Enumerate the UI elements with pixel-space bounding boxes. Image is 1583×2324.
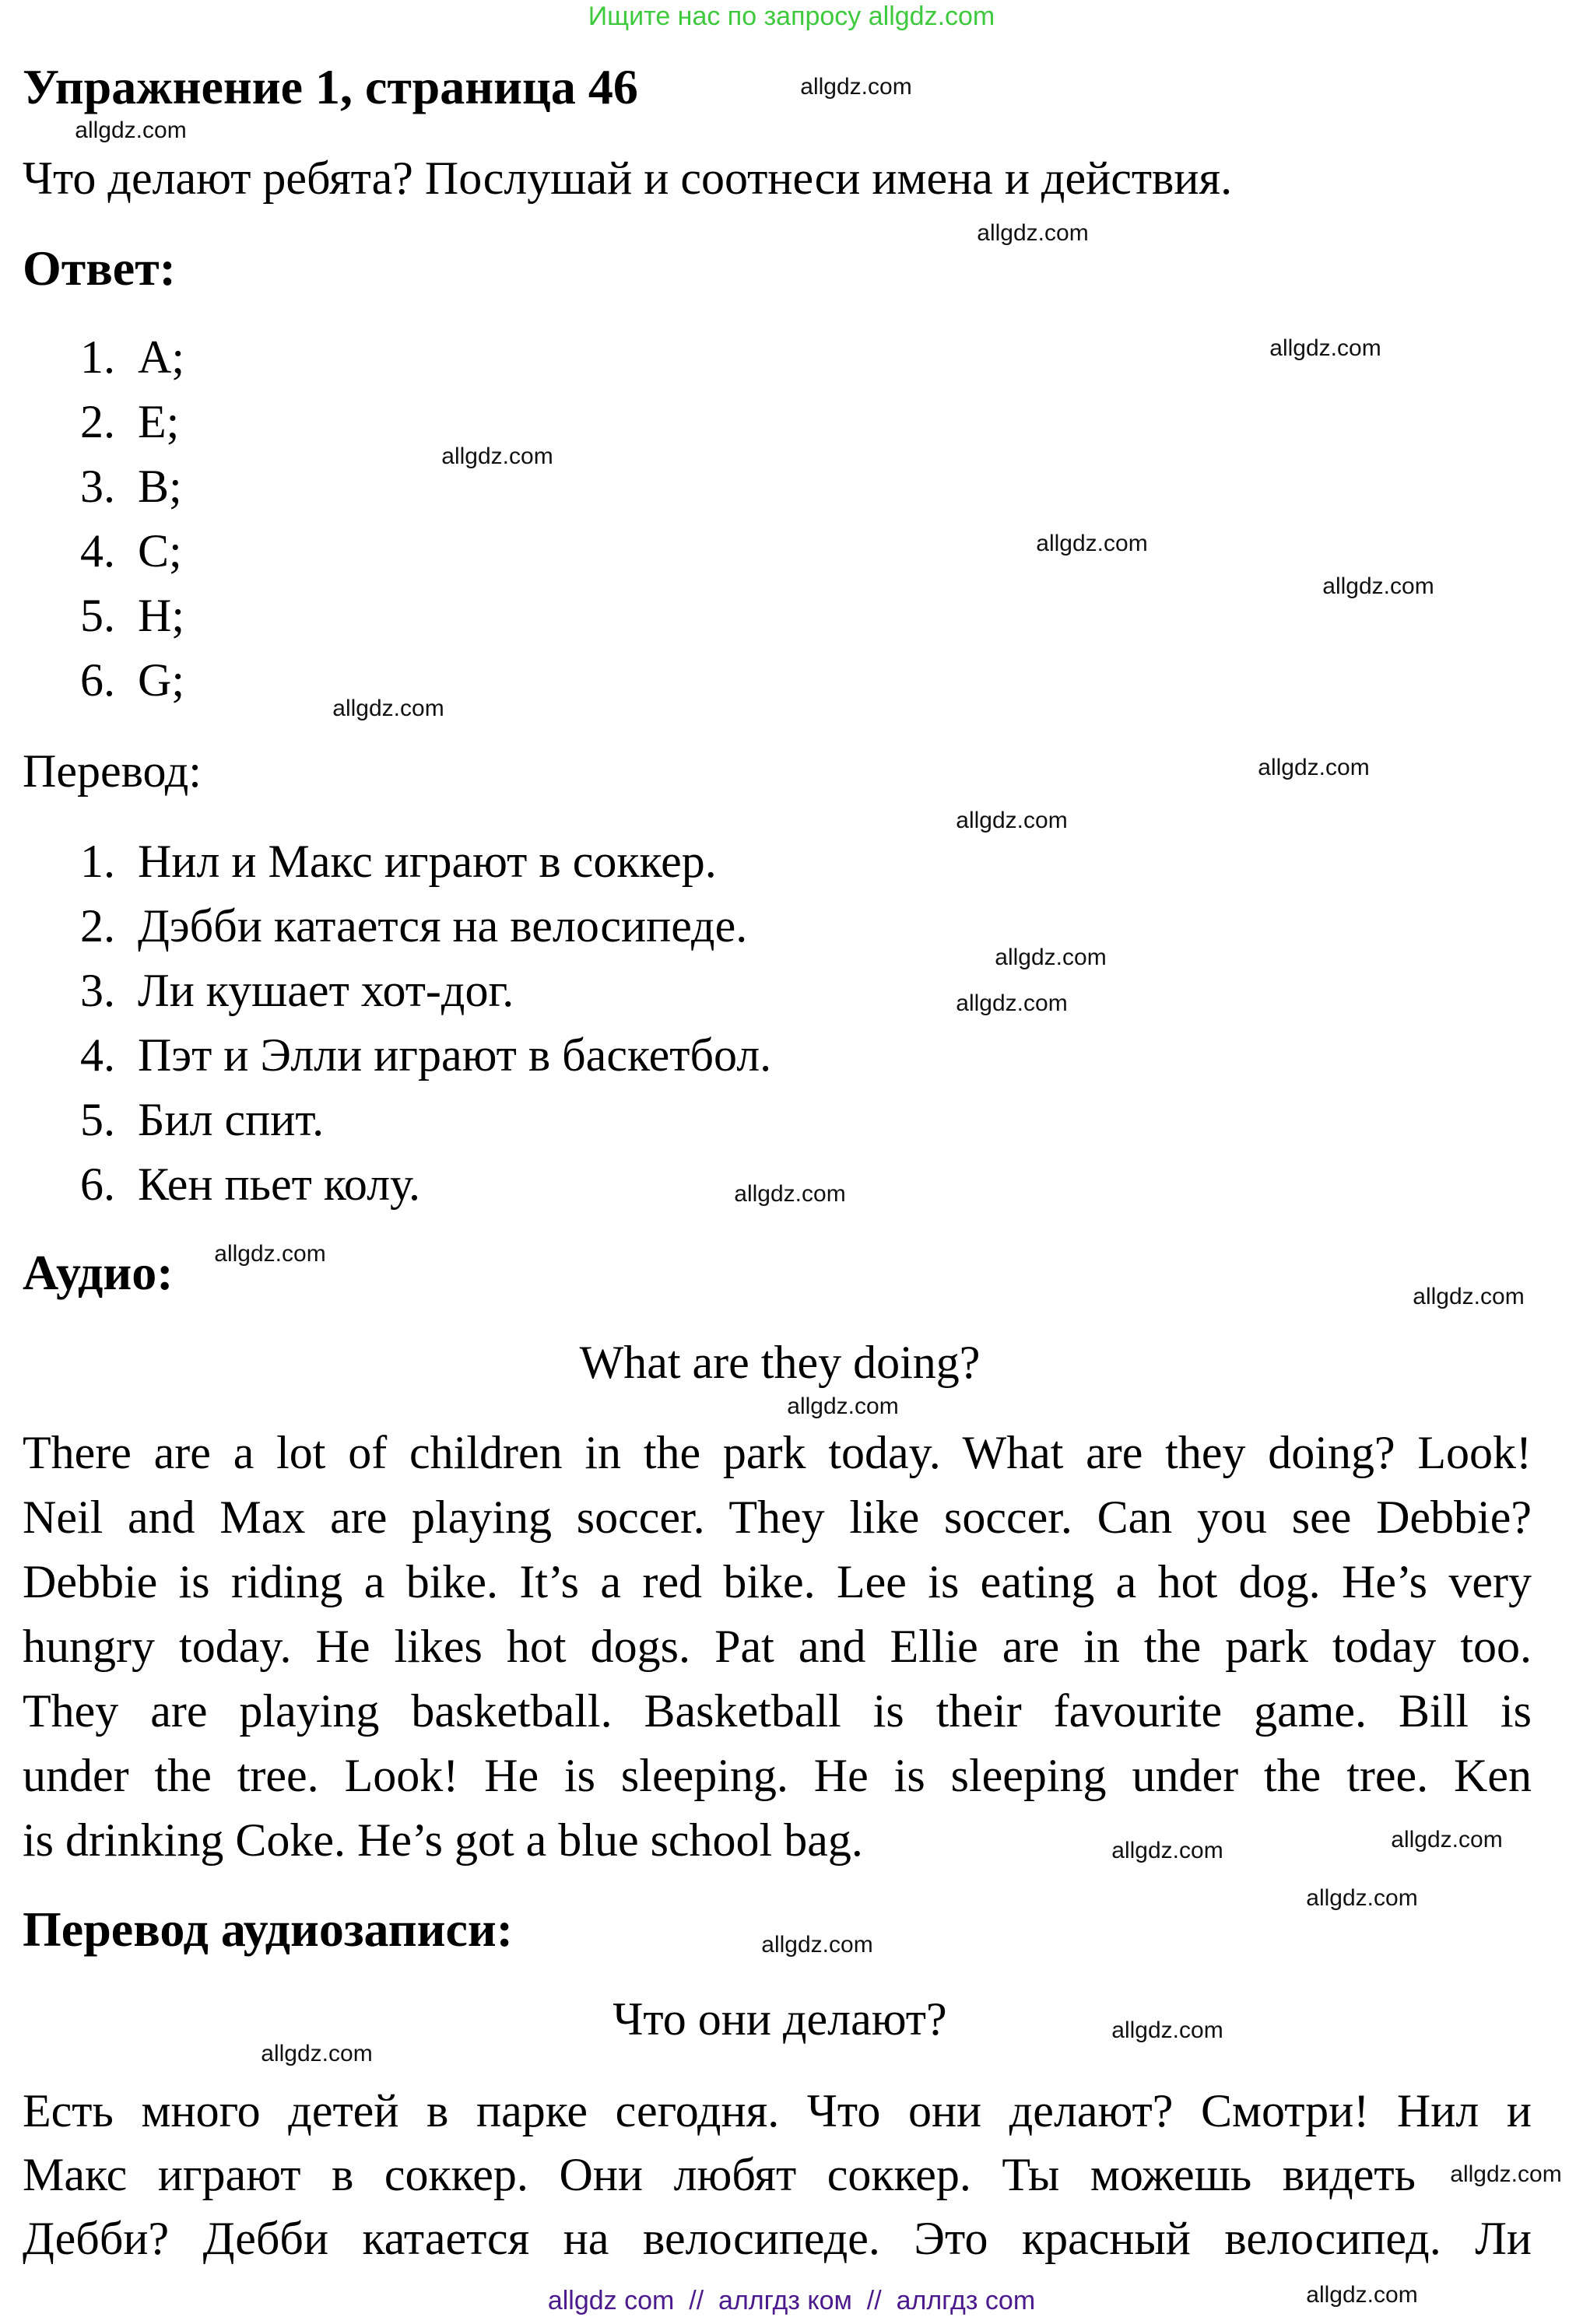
answer-item: B; xyxy=(138,461,182,512)
watermark: allgdz.com xyxy=(1391,1827,1503,1853)
watermark: allgdz.com xyxy=(977,220,1089,246)
watermark: allgdz.com xyxy=(1036,531,1148,556)
translation-number: 3. xyxy=(80,965,115,1016)
audio-translation-line: Дебби? Дебби катается на велосипеде. Это красный велосипед. Ли xyxy=(23,2213,1532,2264)
watermark: allgdz.com xyxy=(956,808,1068,833)
watermark: allgdz.com xyxy=(1306,2282,1418,2308)
audio-translation-line: Макс играют в соккер. Они любят соккер. Ты можешь видеть xyxy=(23,2149,1416,2200)
answer-heading: Ответ: xyxy=(23,240,176,296)
watermark: allgdz.com xyxy=(1322,573,1434,599)
translation-item: Бил спит. xyxy=(138,1094,325,1145)
footer-links[interactable]: allgdz com // аллгдз ком // аллгдз com xyxy=(547,2286,1036,2315)
answer-item: C; xyxy=(138,525,182,577)
answer-number: 3. xyxy=(80,461,115,512)
audio-line: is drinking Coke. He’s got a blue school bag. xyxy=(23,1814,863,1866)
answer-item: G; xyxy=(138,654,184,706)
watermark: allgdz.com xyxy=(1258,755,1370,780)
translation-item: Кен пьет колу. xyxy=(138,1158,421,1210)
watermark: allgdz.com xyxy=(332,696,444,721)
audio-line: They are playing basketball. Basketball is their favourite game. Bill is xyxy=(23,1685,1532,1737)
watermark: allgdz.com xyxy=(1111,1838,1223,1863)
watermark: allgdz.com xyxy=(800,74,912,100)
audio-line: hungry today. He likes hot dogs. Pat and Ellie are in the park today too. xyxy=(23,1621,1532,1672)
watermark: allgdz.com xyxy=(75,117,187,143)
task-text: Что делают ребята? Послушай и соотнеси имена и действия. xyxy=(23,152,1233,204)
translation-item: Дэбби катается на велосипеде. xyxy=(138,900,748,952)
audio-translation-title: Что они делают? xyxy=(612,1993,947,2045)
translation-number: 4. xyxy=(80,1029,115,1081)
audio-line: Neil and Max are playing soccer. They like soccer. Can you see Debbie? xyxy=(23,1491,1532,1543)
answer-item: E; xyxy=(138,396,180,447)
watermark: allgdz.com xyxy=(214,1241,326,1267)
search-banner: Ищите нас по запросу allgdz.com xyxy=(588,2,995,31)
translation-heading: Перевод: xyxy=(23,745,202,797)
audio-line: Debbie is riding a bike. It’s a red bike. Lee is eating a hot dog. He’s very xyxy=(23,1556,1532,1607)
watermark: allgdz.com xyxy=(787,1393,899,1419)
audio-translation-line: Есть много детей в парке сегодня. Что они делают? Смотри! Нил и xyxy=(23,2085,1532,2136)
page-title: Упражнение 1, страница 46 xyxy=(23,59,638,114)
answer-item: A; xyxy=(138,331,184,383)
watermark: allgdz.com xyxy=(1306,1885,1418,1911)
translation-item: Пэт и Элли играют в баскетбол. xyxy=(138,1029,772,1081)
answer-item: H; xyxy=(138,590,184,641)
translation-item: Нил и Макс играют в соккер. xyxy=(138,836,717,887)
audio-line: There are a lot of children in the park today. What are they doing? Look! xyxy=(23,1427,1532,1478)
watermark: allgdz.com xyxy=(441,443,553,469)
watermark: allgdz.com xyxy=(1269,335,1381,361)
audio-title: What are they doing? xyxy=(579,1337,981,1388)
translation-number: 6. xyxy=(80,1158,115,1210)
answer-number: 5. xyxy=(80,590,115,641)
translation-number: 2. xyxy=(80,900,115,952)
audio-heading: Аудио: xyxy=(23,1245,174,1300)
translation-number: 1. xyxy=(80,836,115,887)
audio-translation-heading: Перевод аудиозаписи: xyxy=(23,1902,514,1957)
watermark: allgdz.com xyxy=(1450,2161,1562,2187)
translation-number: 5. xyxy=(80,1094,115,1145)
watermark: allgdz.com xyxy=(1413,1284,1525,1309)
watermark: allgdz.com xyxy=(761,1932,873,1958)
watermark: allgdz.com xyxy=(261,2041,373,2066)
answer-number: 2. xyxy=(80,396,115,447)
translation-item: Ли кушает хот-дог. xyxy=(138,965,514,1016)
watermark: allgdz.com xyxy=(1111,2017,1223,2043)
watermark: allgdz.com xyxy=(956,990,1068,1016)
watermark: allgdz.com xyxy=(734,1181,846,1207)
answer-number: 6. xyxy=(80,654,115,706)
answer-number: 4. xyxy=(80,525,115,577)
watermark: allgdz.com xyxy=(995,945,1107,970)
audio-line: under the tree. Look! He is sleeping. He is sleeping under the tree. Ken xyxy=(23,1750,1532,1801)
answer-number: 1. xyxy=(80,331,115,383)
